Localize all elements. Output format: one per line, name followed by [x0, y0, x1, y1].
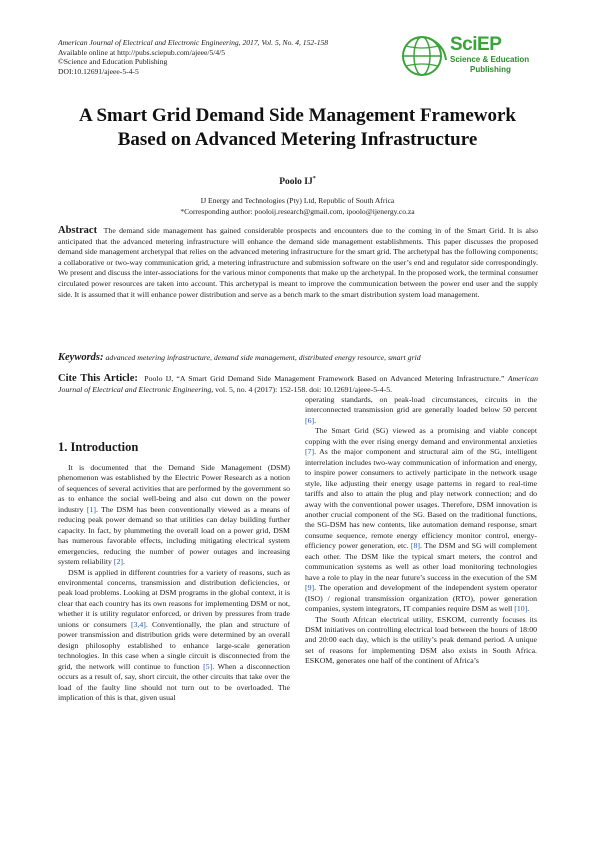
left-column — [58, 463, 290, 703]
reference-link[interactable]: [9] — [305, 583, 315, 593]
author — [0, 176, 595, 187]
cite-label: Cite This Article: — [58, 373, 138, 384]
title-line-2: Based on Advanced Metering Infrastructure — [117, 129, 478, 150]
paragraph — [305, 615, 537, 667]
logo-brand: SciEP — [450, 34, 502, 55]
text-run: . Conventionally, the plan and structure of power transmission and distribution grids were determined by an overall design philosophy established to enhance large-scale generation technologies. In this case when a single circuit is disconnected from the grid, the network will continue to function — [58, 619, 290, 671]
text-run: operating standards, on peak-load circumstances, circuits in the interconnected transmission grid are generally loaded below 50 percent — [305, 395, 537, 415]
abstract-text: The demand side management has gained considerable prospects and encounters due to the coming in of the Smart Grid. It is also anticipated that the advanced metering infrastructure will enhance the demand side management establishments. This paper discusses the proposed demand side management archetypal that relies on the advanced metering infrastructure for the smart grid. The archetypal has the following components; a collaborative or two-way communication grid, a metering infrastructure and submission software on the user’s end and regulator side correspondingly. We present and discuss the inter-associations for the various minor components that make up the archetypal. In the proposed work, the terminal consumer circulated power resources are taken into account. This archetypal is meant to improve the communication between the power end user and the supply side. It is assumed that it will enhance power distribution and serve as a bench mark to the smart distribution system load management. — [58, 226, 539, 299]
text-run: It is documented that the Demand Side Management (DSM) phenomenon was established by the Electric Power Research as a notion of sequences of several activities that are performed by the government so as to enhance the social well-being and also cut down on the power industry — [58, 463, 290, 514]
cite-pre: Poolo IJ, “A Smart Grid Demand Side Management Framework Based on Advanced Metering Infrastructure.” — [144, 374, 505, 383]
paragraph — [305, 426, 537, 614]
cite-post: , vol. 5, no. 4 (2017): 152-158. doi: 10.12691/ajeee-5-4-5. — [211, 384, 393, 394]
text-run: . — [122, 557, 125, 567]
section-heading: 1. Introduction — [58, 440, 139, 454]
affiliation-org: IJ Energy and Technologies (Pty) Ltd, Republic of South Africa — [200, 196, 395, 205]
paper-title — [40, 104, 555, 152]
text-run: . When a disconnection occurs as a result of, say, short circuit, the other circuits that take over the load of the faulty line should not turn out to be overloaded. The implication of this is that, given usual — [58, 661, 290, 702]
title-line-1: A Smart Grid Demand Side Management Framework — [79, 105, 516, 126]
cite-this-article — [58, 374, 538, 395]
reference-link[interactable]: [8] — [410, 541, 421, 551]
abstract-label: Abstract — [58, 225, 98, 236]
author-mark: * — [312, 176, 316, 182]
author-name: Poolo IJ — [279, 177, 313, 188]
corresponding-author: *Corresponding author: pooloij.research@gmail.com, ipoolo@ijenergy.co.za — [180, 206, 415, 216]
paragraph — [58, 463, 290, 568]
abstract — [58, 226, 538, 300]
journal-citation: American Journal of Electrical and Electronic Engineering, 2017, Vol. 5, No. 4, 152-158 — [58, 38, 329, 47]
keywords-label: Keywords: — [58, 352, 104, 363]
reference-link[interactable]: [2] — [113, 557, 123, 567]
journal-header — [58, 38, 398, 76]
available-online: Available online at http://pubs.sciepub.com/ajeee/5/4/5 — [58, 47, 226, 57]
reference-link[interactable]: [6] — [305, 415, 315, 425]
text-run: . The DSM has been conventionally viewed as a means of reducing peak power demand so that utilities can delay building further capacity. In fact, by plummeting the overall load on a power grid, DSM has numerous favorable effects, including mitigating electrical system emergencies, reducing the number of power outages and increasing system reliability — [58, 504, 291, 567]
text-run: . As the major component and structural aim of the SG, intelligent interrelation includes two-way communication of information and energy, to inspire power consumers to actively participate in the network usage style, like adjusting their energy usage patterns in regard to real-time tariffs and also to attain the plug and play network connection; and do away with the conventional power usages. Therefore, DSM innovation is another crucial component of the SG. Based on the traditional functions, the SG-DSM has new contents, like automation demand response, smart consume sequence, remote energy efficiency monitor control, energy-efficiency power generation, etc. — [305, 447, 537, 551]
text-run: The South African electrical utility, ESKOM, currently focuses its DSM initiatives on controlling electrical load between the hours of 18:00 and 20:00 each day, which is the utility’s peak demand period. A unique set of reasons for implementing DSM also exists in South Africa. ESKOM, generates one half of the continent of Africa’s — [305, 614, 537, 666]
affiliation — [0, 196, 595, 217]
globe-icon — [400, 34, 448, 78]
text-run: . — [527, 604, 530, 614]
doi: DOI:10.12691/ajeee-5-4-5 — [58, 66, 139, 76]
reference-link[interactable]: [7] — [305, 447, 315, 457]
right-column — [305, 395, 537, 667]
cite-journal: American Journal of Electrical and Electronic Engineering — [58, 374, 538, 394]
publisher-copyright: ©Science and Education Publishing — [58, 57, 168, 67]
keywords — [58, 352, 538, 363]
text-run: . — [314, 415, 317, 425]
reference-link[interactable]: [1] — [86, 504, 96, 514]
text-run: . The DSM and SG will complement each other. The DSM like the typical smart meters, the control and communication systems as well as other load monitoring technologies have a role to play in the near future’s success in the execution of the SM — [305, 541, 538, 582]
paragraph — [58, 568, 290, 704]
text-run: . The operation and development of the independent system operator (ISO) / regional transmission organization (RTO), power generation companies, system integrators, IT companies require DSM as well — [305, 583, 537, 614]
logo-line-1: Science & Education — [450, 55, 530, 64]
paragraph — [305, 395, 537, 426]
sciep-logo — [400, 34, 540, 78]
logo-line-2: Publishing — [470, 65, 511, 74]
text-run: DSM is applied in different countries for a variety of reasons, such as environmental concerns, transmission and distribution deficiencies, or peak load problems. Looking at DSM programs in the global context, it is clear that each country has its own reasons for implementing DSM or not, whether it is utility regulator enforced, or driven by pressures from trade unions or consumers — [58, 567, 290, 629]
reference-link[interactable]: [3,4] — [130, 619, 146, 629]
keywords-text: advanced metering infrastructure, demand side management, distributed energy resource, smart grid — [105, 353, 421, 362]
reference-link[interactable]: [10] — [514, 604, 528, 614]
reference-link[interactable]: [5] — [203, 661, 213, 671]
text-run: The Smart Grid (SG) viewed as a promising and viable concept copping with the ever rising energy demand and environmental anxieties — [305, 426, 537, 446]
